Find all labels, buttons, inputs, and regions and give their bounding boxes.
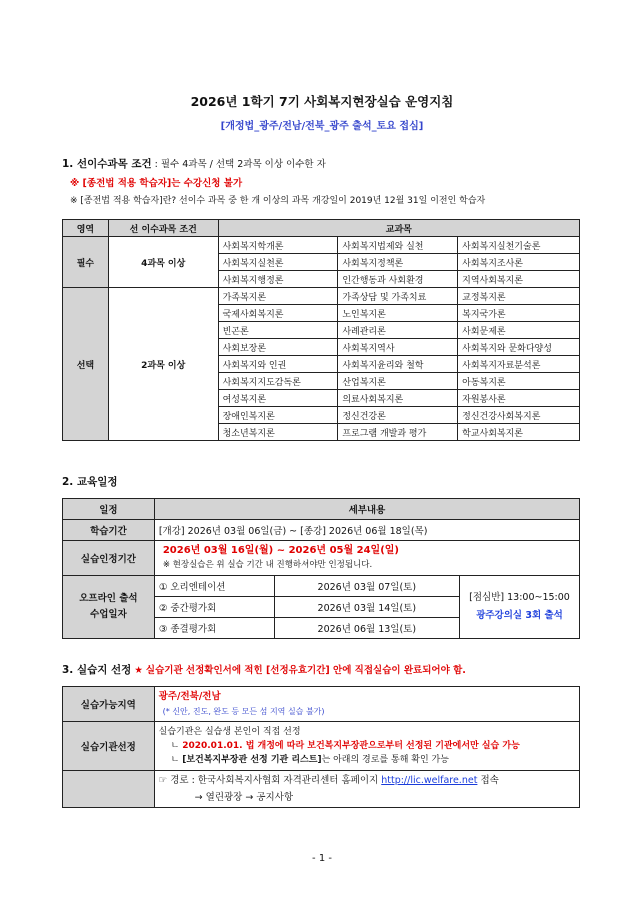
practice-period-note: ※ 현장실습은 위 실습 기간 내 진행하셔야만 인정됩니다. [162, 560, 373, 570]
subject-cell: 장애인복지론 [218, 407, 338, 424]
subject-cell: 노인복지론 [338, 305, 458, 322]
section1-heading-rest: : 필수 4과목 / 선택 2과목 이상 이수한 자 [151, 159, 326, 170]
header-area: 영역 [63, 220, 109, 237]
select-label: 실습기관선정 [63, 722, 155, 771]
path-line1: ☞ 경로 : 한국사회복지사협회 자격관리센터 홈페이지 http://lic.welfare.net 접속 [158, 775, 499, 786]
section1-note2: ※ [종전법 적용 학습자]란? 선이수 과목 중 한 개 이상의 과목 개강일이 2019년 12월 31일 이전인 학습자 [70, 196, 486, 206]
offline-event: ① 오리엔테이션 [154, 576, 274, 597]
subject-cell: 사회복지행정론 [218, 271, 338, 288]
practice-period-cell [154, 541, 579, 576]
subject-cell: 사회복지지도감독론 [218, 373, 338, 390]
subject-cell: 학교사회복지론 [458, 424, 580, 441]
subject-cell: 사회복지자료분석론 [458, 356, 580, 373]
subject-cell: 사회복지와 인권 [218, 356, 338, 373]
subject-cell: 사회문제론 [458, 322, 580, 339]
offline-date: 2026년 03월 14일(토) [274, 597, 460, 618]
elective-condition: 2과목 이상 [108, 288, 218, 441]
subject-cell: 사회복지윤리와 철학 [338, 356, 458, 373]
subject-cell: 산업복지론 [338, 373, 458, 390]
welfare-link[interactable]: http://lic.welfare.net [381, 775, 478, 786]
subject-cell: 가족복지론 [218, 288, 338, 305]
offline-place: 광주강의실 3회 출석 [476, 610, 563, 621]
subject-cell: 자원봉사론 [458, 390, 580, 407]
section3-heading: 3. 실습지 선정 [62, 664, 132, 676]
offline-info [460, 576, 580, 639]
section1-heading-line [62, 156, 326, 171]
subject-cell: 사례관리론 [338, 322, 458, 339]
select-line2: ㄴ 2020.01.01. 법 개정에 따라 보건복지부장관으로부터 선정된 기관에서만 실습 가능 [170, 741, 520, 751]
subject-cell: 사회복지법제와 실천 [338, 237, 458, 254]
area-cell [154, 687, 579, 722]
offline-date: 2026년 03월 07일(토) [274, 576, 460, 597]
header-subjects: 교과목 [218, 220, 579, 237]
page-title: 2026년 1학기 7기 사회복지현장실습 운영지침 [190, 94, 454, 109]
subject-cell: 사회복지학개론 [218, 237, 338, 254]
study-period-label: 학습기간 [63, 520, 155, 541]
subject-cell: 정신건강사회복지론 [458, 407, 580, 424]
subject-cell: 정신건강론 [338, 407, 458, 424]
subject-cell: 의료사회복지론 [338, 390, 458, 407]
subject-cell: 사회복지정책론 [338, 254, 458, 271]
path-line2: → 열린광장 → 공지사항 [194, 792, 294, 803]
subject-cell: 가족상담 및 가족치료 [338, 288, 458, 305]
subject-cell: 인간행동과 사회환경 [338, 271, 458, 288]
select-line3: ㄴ [보건복지부장관 선정 기관 리스트]는 아래의 경로를 통해 확인 가능 [170, 755, 449, 765]
practice-period-value: 2026년 03월 16일(월) ~ 2026년 05월 24일(일) [162, 545, 400, 556]
section3-heading-red: 실습기관 선정확인서에 적힌 [선정유효기간] 안에 직접실습이 완료되어야 함. [145, 665, 466, 676]
subject-cell: 사회보장론 [218, 339, 338, 356]
subject-cell: 사회복지조사론 [458, 254, 580, 271]
section3-heading-line [62, 662, 466, 677]
subject-cell: 복지국가론 [458, 305, 580, 322]
path-label-cell [63, 771, 155, 808]
subject-cell: 아동복지론 [458, 373, 580, 390]
subjects-table [62, 219, 580, 441]
required-label: 필수 [63, 237, 109, 288]
subject-cell: 청소년복지론 [218, 424, 338, 441]
practice-period-label: 실습인정기간 [63, 541, 155, 576]
subject-cell: 교정복지론 [458, 288, 580, 305]
subject-cell: 여성복지론 [218, 390, 338, 407]
subject-cell: 사회복지와 문화다양성 [458, 339, 580, 356]
header-condition: 선 이수과목 조건 [108, 220, 218, 237]
area-note: (* 신안, 진도, 완도 등 모든 섬 지역 실습 불가) [162, 707, 325, 716]
schedule-header-2: 세부내용 [154, 499, 579, 520]
section2-heading: 2. 교육일정 [62, 476, 118, 488]
subject-cell: 사회복지실천론 [218, 254, 338, 271]
schedule-table [62, 498, 580, 639]
subject-cell: 프로그램 개발과 평가 [338, 424, 458, 441]
area-label: 실습가능지역 [63, 687, 155, 722]
offline-event: ② 중간평가회 [154, 597, 274, 618]
area-value: 광주/전북/전남 [158, 691, 221, 702]
required-condition: 4과목 이상 [108, 237, 218, 288]
study-period-value: [개강] 2026년 03월 06일(금) ~ [종강] 2026년 06월 18일(목) [154, 520, 579, 541]
select-line1: 실습기관은 실습생 본인이 직접 선정 [158, 727, 301, 737]
schedule-header-1: 일정 [63, 499, 155, 520]
page-number: - 1 - [312, 853, 332, 864]
select-cell [154, 722, 579, 771]
offline-event: ③ 종결평가회 [154, 618, 274, 639]
offline-time: [점심반] 13:00~15:00 [469, 592, 570, 603]
subject-cell: 빈곤론 [218, 322, 338, 339]
section1-note1: ※ [종전법 적용 학습자]는 수강신청 불가 [70, 178, 243, 189]
section1-heading: 1. 선이수과목 조건 [62, 158, 152, 170]
subject-cell: 지역사회복지론 [458, 271, 580, 288]
subject-cell: 사회복지실천기술론 [458, 237, 580, 254]
subject-cell: 사회복지역사 [338, 339, 458, 356]
section1-note1-text: [종전법 적용 학습자]는 수강신청 불가 [82, 178, 243, 189]
elective-label: 선택 [63, 288, 109, 441]
page-subtitle: [개정법_광주/전남/전북_광주 출석_토요 접심] [220, 121, 424, 132]
path-cell [154, 771, 579, 808]
offline-date: 2026년 06월 13일(토) [274, 618, 460, 639]
site-table [62, 686, 580, 808]
offline-label: 오프라인 출석 수업일자 [63, 576, 155, 639]
star-icon: ★ [134, 665, 143, 676]
subject-cell: 국제사회복지론 [218, 305, 338, 322]
